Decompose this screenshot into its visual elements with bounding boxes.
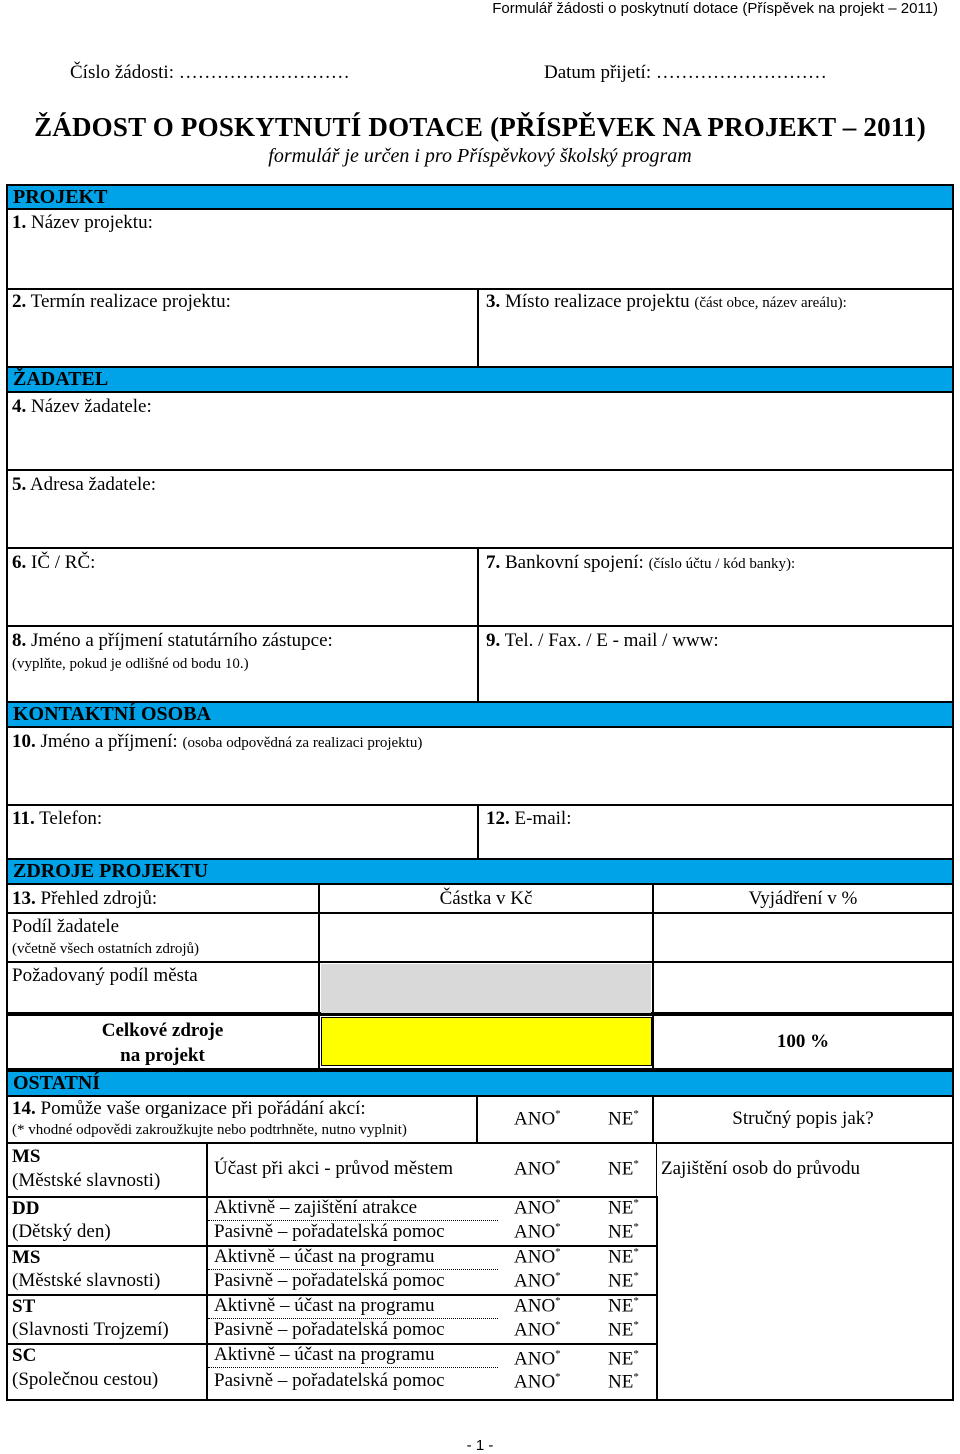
event-code: ST xyxy=(12,1296,36,1317)
header-ano: ANO* xyxy=(514,1108,561,1130)
section-kontakt: KONTAKTNÍ OSOBA xyxy=(6,701,954,728)
field-project-name-label: 1. Název projektu: xyxy=(12,212,153,233)
field-contact-name-label: 10. Jméno a příjmení: (osoba odpovědná za realizaci projektu) xyxy=(12,731,423,752)
divider xyxy=(206,1142,208,1401)
option-ne[interactable]: NE* xyxy=(608,1158,639,1180)
divider xyxy=(476,1095,478,1142)
event-activity-active: Aktivně – účast na programu xyxy=(214,1344,435,1365)
field-phone-label: 11. Telefon: xyxy=(12,808,103,829)
option-ano[interactable]: ANO* xyxy=(514,1197,561,1219)
field-statutory-note: (vyplňte, pokud je odlišné od bodu 10.) xyxy=(12,656,249,672)
event-name: (Městské slavnosti) xyxy=(12,1170,161,1191)
field-applicant-address-label: 5. Adresa žadatele: xyxy=(12,474,157,495)
option-ne[interactable]: NE* xyxy=(608,1197,639,1219)
column-amount-header: Částka v Kč xyxy=(439,888,533,909)
option-ano[interactable]: ANO* xyxy=(514,1348,561,1370)
city-share-label: Požadovaný podíl města xyxy=(12,965,198,986)
divider xyxy=(656,1196,658,1401)
field-box-row-6-7[interactable] xyxy=(6,547,954,627)
event-activity-active: Aktivně – zajištění atrakce xyxy=(214,1197,418,1218)
section-zadatel: ŽADATEL xyxy=(6,366,954,393)
application-number-field xyxy=(70,62,350,84)
events-table xyxy=(6,1095,954,1401)
column-percent-header: Vyjádření v % xyxy=(748,888,858,909)
option-ano[interactable]: ANO* xyxy=(514,1371,561,1393)
option-ne[interactable]: NE* xyxy=(608,1221,639,1243)
applicant-share-percent-cell[interactable] xyxy=(654,914,952,960)
field-ic-label: 6. IČ / RČ: xyxy=(12,552,96,573)
option-ano[interactable]: ANO* xyxy=(514,1158,561,1180)
divider xyxy=(6,1142,954,1144)
applicant-share-note: (včetně všech ostatních zdrojů) xyxy=(12,941,200,957)
field-place-label: 3. Místo realizace projektu (část obce, název areálu): xyxy=(486,291,847,312)
form-subtitle: formulář je určen i pro Příspěvkový školský program xyxy=(268,145,692,167)
applicant-share-amount-cell[interactable] xyxy=(320,914,651,960)
section-projekt: PROJEKT xyxy=(6,184,954,210)
sources-overview-label: 13. Přehled zdrojů: xyxy=(12,888,158,909)
event-activity: Účast při akci - průvod městem xyxy=(214,1158,454,1179)
field-box-row-11-12[interactable] xyxy=(6,804,954,860)
event-activity-passive: Pasivně – pořadatelská pomoc xyxy=(214,1270,445,1291)
option-ano[interactable]: ANO* xyxy=(514,1295,561,1317)
help-question-label: 14. Pomůže vaše organizace při pořádání akcí: xyxy=(12,1098,366,1119)
total-percent-value: 100 % xyxy=(776,1031,830,1052)
application-number-label: Číslo žádosti: xyxy=(70,62,174,83)
field-applicant-name-label: 4. Název žadatele: xyxy=(12,396,152,417)
event-code: SC xyxy=(12,1345,37,1366)
divider xyxy=(656,1142,657,1196)
field-statutory-label: 8. Jméno a příjmení statutárního zástupce: xyxy=(12,630,333,651)
option-ne[interactable]: NE* xyxy=(608,1246,639,1268)
divider xyxy=(477,625,479,703)
total-sources-label: Celkové zdroje na projekt xyxy=(101,1020,224,1066)
help-question-note: (* vhodné odpovědi zakroužkujte nebo podtrhněte, nutno vyplnit) xyxy=(12,1122,407,1138)
event-code: MS xyxy=(12,1247,41,1268)
event-activity-active: Aktivně – účast na programu xyxy=(214,1295,435,1316)
section-zdroje: ZDROJE PROJEKTU xyxy=(6,858,954,885)
event-activity-passive: Pasivně – pořadatelská pomoc xyxy=(214,1221,445,1242)
event-activity-passive: Pasivně – pořadatelská pomoc xyxy=(214,1319,445,1340)
divider xyxy=(318,1014,320,1070)
field-bank-label: 7. Bankovní spojení: (číslo účtu / kód banky): xyxy=(486,552,796,573)
field-email-label: 12. E-mail: xyxy=(486,808,572,829)
date-received-dots: ……………………… xyxy=(655,62,827,83)
event-activity-active: Aktivně – účast na programu xyxy=(214,1246,435,1267)
event-code: DD xyxy=(12,1198,40,1219)
event-name: (Slavnosti Trojzemí) xyxy=(12,1319,169,1340)
option-ne[interactable]: NE* xyxy=(608,1270,639,1292)
divider xyxy=(477,547,479,627)
header-description: Stručný popis jak? xyxy=(732,1108,874,1129)
option-ano[interactable]: ANO* xyxy=(514,1270,561,1292)
event-code: MS xyxy=(12,1146,41,1167)
divider xyxy=(477,804,479,860)
event-note: Zajištění osob do průvodu xyxy=(661,1158,860,1179)
header-ne: NE* xyxy=(608,1108,639,1130)
field-contact-info-label: 9. Tel. / Fax. / E - mail / www: xyxy=(486,630,719,651)
option-ano[interactable]: ANO* xyxy=(514,1246,561,1268)
event-name: (Dětský den) xyxy=(12,1221,111,1242)
option-ne[interactable]: NE* xyxy=(608,1371,639,1393)
divider xyxy=(477,288,479,368)
application-number-dots: ……………………… xyxy=(178,62,350,83)
date-received-label: Datum přijetí: xyxy=(544,62,652,83)
city-share-percent-cell[interactable] xyxy=(654,963,952,1013)
event-activity-passive: Pasivně – pořadatelská pomoc xyxy=(214,1370,445,1391)
applicant-share-label: Podíl žadatele xyxy=(12,916,120,937)
option-ne[interactable]: NE* xyxy=(608,1295,639,1317)
form-title: ŽÁDOST O POSKYTNUTÍ DOTACE (PŘÍSPĚVEK NA PROJEKT – 2011) xyxy=(34,112,926,142)
option-ano[interactable]: ANO* xyxy=(514,1221,561,1243)
option-ne[interactable]: NE* xyxy=(608,1319,639,1341)
field-term-label: 2. Termín realizace projektu: xyxy=(12,291,231,312)
event-name: (Městské slavnosti) xyxy=(12,1270,161,1291)
section-ostatni: OSTATNÍ xyxy=(6,1070,954,1097)
total-amount-cell[interactable] xyxy=(321,1017,652,1066)
page-header: Formulář žádosti o poskytnutí dotace (Příspěvek na projekt – 2011) xyxy=(492,0,938,17)
page-number: - 1 - xyxy=(466,1437,494,1454)
event-name: (Společnou cestou) xyxy=(12,1369,159,1390)
option-ano[interactable]: ANO* xyxy=(514,1319,561,1341)
option-ne[interactable]: NE* xyxy=(608,1348,639,1370)
city-share-amount-cell[interactable] xyxy=(321,964,651,1013)
date-received-field xyxy=(544,62,827,84)
divider xyxy=(208,1367,498,1368)
